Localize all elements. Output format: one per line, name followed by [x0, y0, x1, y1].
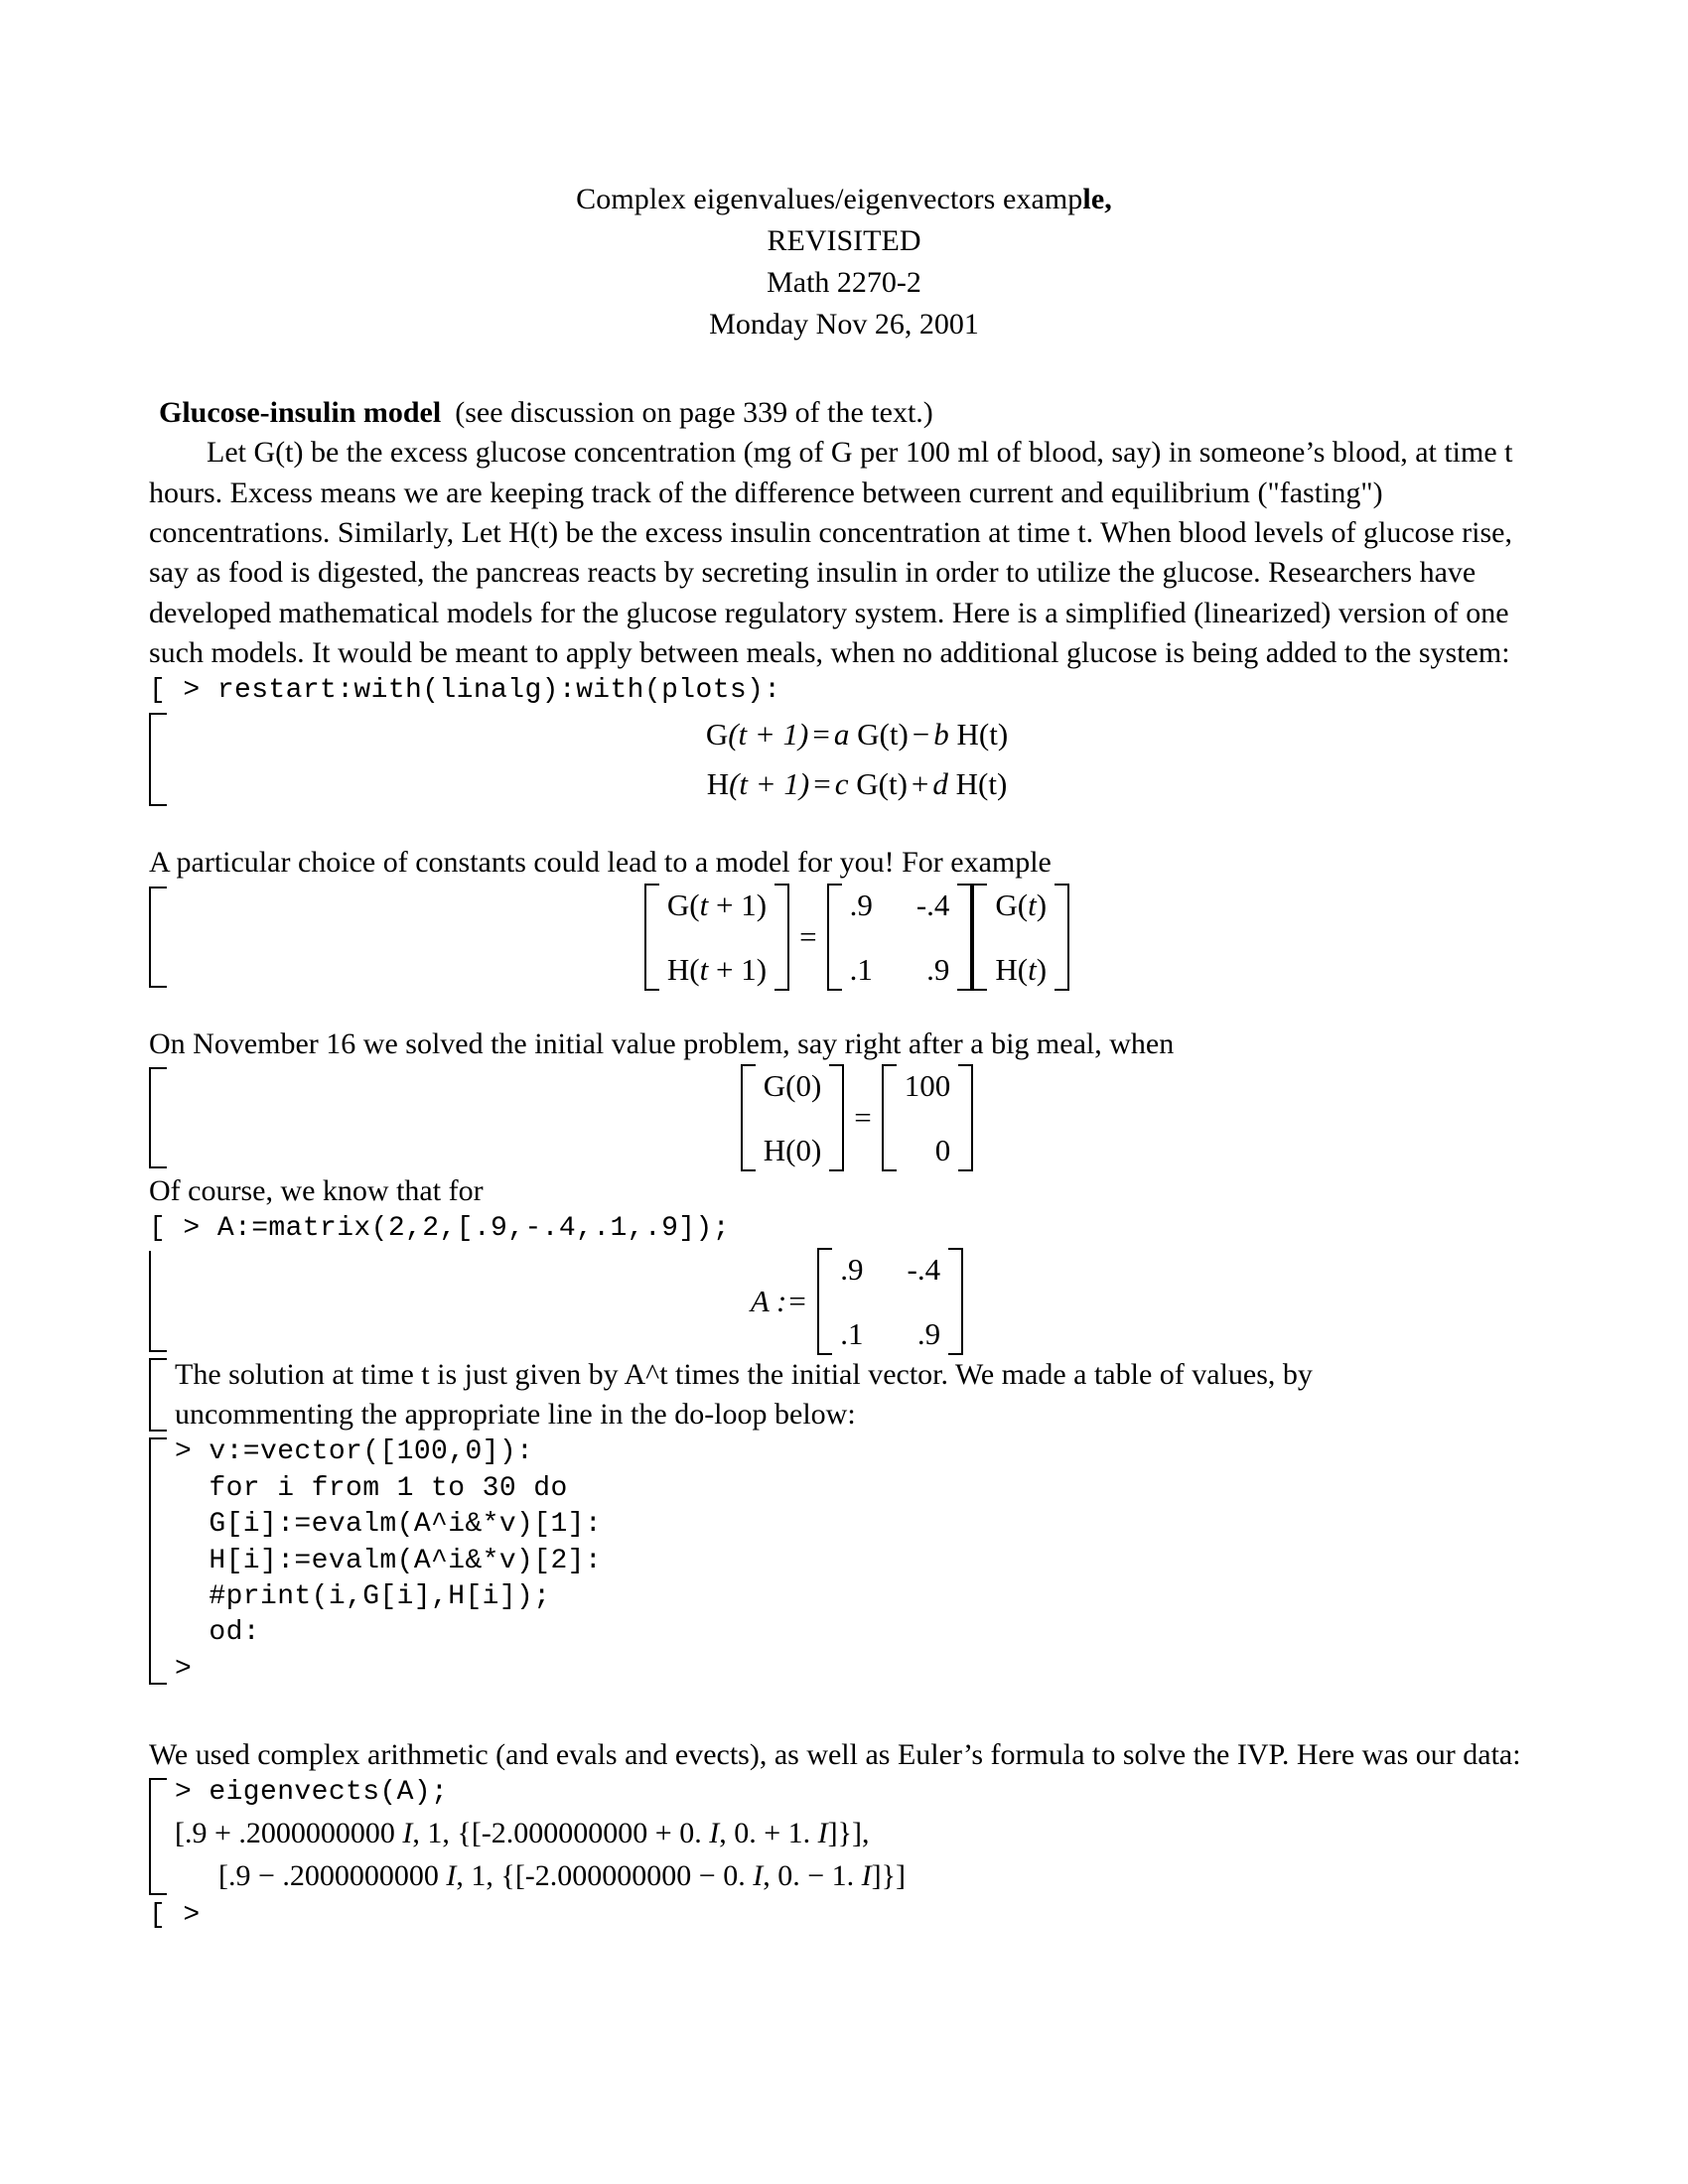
- bracket-right: [1055, 884, 1069, 991]
- loop-code-0: v:=vector([100,0]):: [209, 1436, 534, 1468]
- matrix-output-bracket: [149, 1251, 167, 1352]
- page-content: [149, 179, 1539, 1934]
- solution-note-line-2: uncommenting the appropriate line in the do-loop below:: [175, 1398, 856, 1431]
- matrix-A-cell-11: .9: [916, 1315, 941, 1351]
- initial-values-vector: [882, 1064, 974, 1171]
- eq-H-term1: G(t): [856, 766, 908, 802]
- bracket-right: [829, 1064, 844, 1171]
- bracket-right: [948, 1248, 963, 1355]
- eigen1-imaginary-unit-2: I: [709, 1816, 720, 1849]
- maple-group-eigenvects[interactable]: [149, 1775, 1539, 1897]
- maple-group-loop[interactable]: [149, 1434, 1539, 1688]
- eigen1-pre: [.9 + .2000000000: [175, 1816, 403, 1849]
- bracket-left: [644, 884, 659, 991]
- section-heading: Glucose-insulin model: [159, 396, 442, 429]
- eq-G-term1: G(t): [857, 716, 909, 751]
- eigen2-mid-2: , 0. − 1.: [763, 1859, 862, 1893]
- maple-prompt: >: [175, 1436, 210, 1468]
- loop-trailing-prompt-line[interactable]: [175, 1652, 1539, 1688]
- loop-code-2: G[i]:=evalm(A^i&*v)[1]:: [209, 1509, 603, 1541]
- initial-value-H0: 0: [934, 1132, 951, 1167]
- loop-line-2[interactable]: [175, 1507, 1539, 1543]
- eq-H-equals: =: [813, 766, 831, 802]
- matrix-A-cell-10: .1: [840, 1315, 864, 1351]
- eq-H-sign: +: [911, 766, 929, 802]
- initial-condition-equation: [175, 1064, 1539, 1171]
- maple-group-solution-note: [149, 1355, 1539, 1435]
- loop-line-0[interactable]: [175, 1434, 1539, 1470]
- initial-values-cells: [897, 1064, 959, 1171]
- maple-group-restart[interactable]: [149, 673, 1539, 709]
- matrix-cell-01: -.4: [915, 887, 950, 922]
- maple-matrix-code: A:=matrix(2,2,[.9,-.4,.1,.9]);: [216, 1213, 730, 1245]
- bracket-left: [741, 1064, 756, 1171]
- eigenvects-code: eigenvects(A);: [209, 1777, 449, 1809]
- initial-vector-cell-G: G(0): [763, 1067, 822, 1103]
- loop-indent: [175, 1509, 209, 1540]
- bracket-left: [882, 1064, 897, 1171]
- eq-G-sign: −: [912, 716, 930, 751]
- coefficient-matrix: [827, 884, 973, 991]
- eigen1-imaginary-unit-1: I: [402, 1816, 413, 1849]
- eigen2-imaginary-unit-1: I: [446, 1859, 457, 1893]
- loop-line-3[interactable]: [175, 1544, 1539, 1579]
- eigen2-mid-1: , 1, {[-2.000000000 − 0.: [456, 1859, 754, 1893]
- rhs-vector-cell-G: G(t): [995, 887, 1048, 922]
- loop-code-3: H[i]:=evalm(A^i&*v)[2]:: [209, 1545, 603, 1576]
- eigenvects-input-line[interactable]: [175, 1775, 1539, 1811]
- ivp-intro-paragraph: On November 16 we solved the initial value problem, say right after a big meal, when: [149, 1026, 1175, 1060]
- loop-code-1: for i from 1 to 30 do: [209, 1472, 568, 1504]
- initial-vector-cell-H: H(0): [763, 1132, 822, 1167]
- eq-G-coeff-a: a: [833, 716, 850, 751]
- rhs-vector-cells: [987, 884, 1055, 991]
- section-heading-row: [149, 393, 1539, 433]
- eq-G-lhs-arg: (t + 1): [728, 716, 809, 751]
- matrix-A-display: [175, 1248, 1539, 1355]
- maple-group-bracket: [149, 713, 167, 806]
- eq-G-equals: =: [812, 716, 830, 751]
- matrix-A-cells: [832, 1248, 948, 1355]
- matrix-cell-00: .9: [849, 887, 873, 922]
- eq-H-term2: H(t): [955, 766, 1008, 802]
- maple-restart-code: restart:with(linalg):with(plots):: [216, 675, 781, 707]
- initial-vector-cells: [756, 1064, 830, 1171]
- loop-line-4[interactable]: [175, 1579, 1539, 1615]
- eq-H-coeff-c: c: [834, 766, 849, 802]
- bracket-right: [774, 884, 789, 991]
- initial-value-G0: 100: [904, 1067, 951, 1103]
- matrix-cell-11: .9: [926, 951, 950, 987]
- document-title-block: [149, 179, 1539, 345]
- bracket-right: [958, 1064, 973, 1171]
- title-line-course: Math 2270-2: [767, 266, 921, 299]
- eigenvects-group-bracket: [149, 1778, 167, 1894]
- eq-H-coeff-d: d: [932, 766, 948, 802]
- bracket-right: [957, 884, 972, 991]
- bracket-left: [817, 1248, 832, 1355]
- title-line-revisited: REVISITED: [767, 224, 921, 257]
- eq-H-lhs-arg: (t + 1): [729, 766, 810, 802]
- maple-bracket-prompt-final: [ >: [149, 1899, 217, 1931]
- maple-group-final-prompt[interactable]: [149, 1898, 1539, 1934]
- initial-state-vector: [741, 1064, 845, 1171]
- matrix-A-label: A :=: [750, 1283, 808, 1318]
- matrix-equation-equals: =: [799, 918, 817, 954]
- maple-prompt: >: [175, 1653, 210, 1685]
- lhs-vector-cell-G: G(t + 1): [666, 887, 768, 922]
- title-main-head: Complex eigenvalues/eigenvectors examp: [576, 183, 1083, 215]
- loop-line-1[interactable]: [175, 1471, 1539, 1507]
- eigenvects-output-line-2: [175, 1854, 1539, 1898]
- loop-code-5: od:: [209, 1617, 261, 1649]
- loop-line-5[interactable]: [175, 1615, 1539, 1651]
- matrix-cell-10: .1: [849, 951, 873, 987]
- loop-indent: [175, 1617, 209, 1648]
- title-line-date: Monday Nov 26, 2001: [709, 308, 979, 341]
- eigen2-imaginary-unit-3: I: [861, 1859, 872, 1893]
- maple-bracket-prompt: [ >: [149, 1213, 217, 1245]
- title-main-tail: le,: [1082, 183, 1112, 215]
- maple-prompt: >: [175, 1777, 210, 1809]
- maple-group-initial-condition: [149, 1064, 1539, 1171]
- section-heading-note: (see discussion on page 339 of the text.): [455, 396, 933, 429]
- solution-note-bracket: [149, 1358, 167, 1433]
- eigen1-mid-1: , 1, {[-2.000000000 + 0.: [412, 1816, 710, 1849]
- matrix-equation: [175, 884, 1539, 991]
- eigen2-pre: [.9 − .2000000000: [218, 1859, 447, 1893]
- eq-G-coeff-b: b: [933, 716, 949, 751]
- lhs-vector-cell-H: H(t + 1): [666, 951, 768, 987]
- example-intro-paragraph: A particular choice of constants could lead to a model for you! For example: [149, 846, 1052, 880]
- initial-condition-bracket: [149, 1067, 167, 1168]
- coefficient-matrix-cells: [842, 884, 958, 991]
- maple-matrix-input-line[interactable]: [149, 1211, 1539, 1247]
- initial-condition-equals: =: [854, 1099, 872, 1135]
- loop-indent: [175, 1546, 209, 1576]
- maple-group-matrix-equation: [149, 884, 1539, 991]
- eigen2-post: ]}]: [871, 1859, 907, 1893]
- eq-G-lhs-fn: G: [705, 716, 729, 751]
- solution-note-line-1: The solution at time t is just given by A^t times the initial vector. We made a table of values, by: [175, 1357, 1313, 1391]
- maple-group-matrix-output: [149, 1248, 1539, 1355]
- loop-group-bracket: [149, 1437, 167, 1685]
- difference-equation-G: [175, 710, 1539, 759]
- intro-paragraph: Let G(t) be the excess glucose concentration (mg of G per 100 ml of blood, say) in someone’s blood, at time t hours. Excess means we are keeping track of the difference between current and equilibrium ("fasting") concentrations. Similarly, Let H(t) be the excess insulin concentration at time t. When blood levels of glucose rise, say as food is digested, the pancreas reacts by secreting insulin in order to utilize the glucose. Researchers have developed mathematical models for the glucose regulatory system. Here is a simplified (linearized) version of one such models. It would be meant to apply between meals, when no additional glucose is being added to the system:: [149, 436, 1513, 670]
- eq-H-lhs-fn: H: [706, 766, 730, 802]
- loop-code-4: #print(i,G[i],H[i]);: [209, 1580, 551, 1612]
- final-prompt-line[interactable]: [149, 1898, 1539, 1934]
- matrix-A: [817, 1248, 963, 1355]
- of-course-paragraph: Of course, we know that for: [149, 1173, 484, 1207]
- difference-equation-H: [175, 759, 1539, 809]
- rhs-vector-cell-H: H(t): [995, 951, 1048, 987]
- maple-restart-line[interactable]: [149, 673, 1539, 709]
- matrix-A-cell-00: .9: [840, 1251, 864, 1287]
- eigen1-mid-2: , 0. + 1.: [719, 1816, 818, 1849]
- eq-G-term2: H(t): [956, 716, 1009, 751]
- eigen1-imaginary-unit-3: I: [817, 1816, 828, 1849]
- complex-arithmetic-paragraph: We used complex arithmetic (and evals and evects), as well as Euler’s formula to solve the IVP. Here was our data:: [149, 1738, 1521, 1772]
- lhs-state-vector: [644, 884, 789, 991]
- maple-group-matrix-input[interactable]: [149, 1211, 1539, 1247]
- bracket-left: [972, 884, 987, 991]
- eigen2-imaginary-unit-2: I: [753, 1859, 764, 1893]
- maple-bracket-prompt: [ >: [149, 675, 217, 707]
- loop-indent: [175, 1581, 209, 1612]
- loop-indent: [175, 1473, 209, 1504]
- eigenvects-output-line-1: [175, 1812, 1539, 1855]
- maple-group-difference-system: [149, 710, 1539, 809]
- title-line-main: [149, 179, 1539, 220]
- eigen1-post: ]}],: [827, 1816, 870, 1849]
- rhs-state-vector: [972, 884, 1069, 991]
- lhs-vector-cells: [659, 884, 774, 991]
- matrix-equation-bracket: [149, 887, 167, 988]
- bracket-left: [827, 884, 842, 991]
- matrix-A-cell-01: -.4: [907, 1251, 941, 1287]
